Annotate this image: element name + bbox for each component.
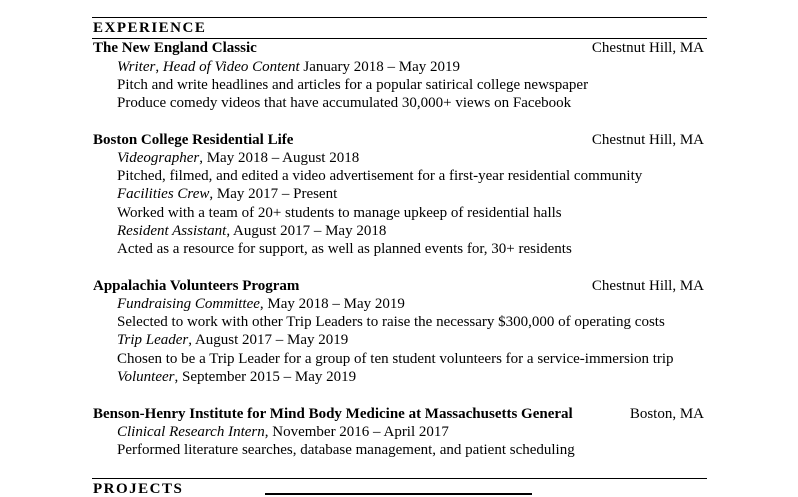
section-heading-projects: PROJECTS — [93, 481, 184, 497]
role-line — [117, 368, 356, 386]
role-dates: January 2018 – May 2019 — [299, 59, 461, 75]
role-dates: , May 2018 – May 2019 — [259, 296, 405, 312]
role-title: Writer — [117, 59, 156, 75]
role-title: Trip Leader — [117, 332, 189, 348]
partial-rule — [265, 493, 532, 495]
role-dates: , August 2017 – May 2019 — [188, 332, 349, 348]
role-title: Volunteer — [117, 369, 175, 385]
projects-rule — [92, 478, 707, 479]
description-line: Acted as a resource for support, as well as planned events for, 30+ residents — [117, 241, 572, 257]
description-line: Selected to work with other Trip Leaders to raise the necessary $300,000 of operating costs — [117, 314, 665, 330]
description-line: Performed literature searches, database management, and patient scheduling — [117, 442, 575, 458]
org-name: The New England Classic — [93, 40, 257, 56]
section-heading-experience: EXPERIENCE — [93, 20, 207, 36]
org-name: Appalachia Volunteers Program — [93, 278, 300, 294]
role-line — [117, 295, 405, 313]
role-line — [117, 58, 460, 76]
role-title: Fundraising Committee — [117, 296, 260, 312]
role-line — [117, 149, 359, 167]
description-line: Pitched, filmed, and edited a video advertisement for a first-year residential community — [117, 168, 643, 184]
description-line: Produce comedy videos that have accumulated 30,000+ views on Facebook — [117, 95, 572, 111]
description-line: Chosen to be a Trip Leader for a group of ten student volunteers for a service-immersion trip — [117, 351, 674, 367]
role-title: Videographer — [117, 150, 200, 166]
top-rule — [92, 17, 707, 18]
org-location: Chestnut Hill, MA — [591, 40, 704, 56]
role-title: Clinical Research Intern — [117, 424, 265, 440]
description-line: Worked with a team of 20+ students to manage upkeep of residential halls — [117, 205, 562, 221]
role-line — [117, 423, 449, 441]
role-line — [117, 185, 337, 203]
org-location: Chestnut Hill, MA — [591, 132, 704, 148]
org-name: Benson-Henry Institute for Mind Body Medicine at Massachusetts General — [93, 406, 573, 422]
role-line — [117, 331, 348, 349]
role-dates: , November 2016 – April 2017 — [264, 424, 449, 440]
role-title: Resident Assistant — [117, 223, 227, 239]
role-title-secondary: Head of Video Content — [162, 59, 300, 75]
role-dates: , May 2018 – August 2018 — [199, 150, 360, 166]
org-name: Boston College Residential Life — [93, 132, 294, 148]
org-location: Chestnut Hill, MA — [591, 278, 704, 294]
role-title: Facilities Crew — [117, 186, 210, 202]
role-dates: , May 2017 – Present — [209, 186, 338, 202]
role-line — [117, 222, 386, 240]
org-location: Boston, MA — [629, 406, 704, 422]
description-line: Pitch and write headlines and articles for a popular satirical college newspaper — [117, 77, 589, 93]
role-dates: , August 2017 – May 2018 — [226, 223, 387, 239]
role-dates: , September 2015 – May 2019 — [174, 369, 357, 385]
role-separator: , — [155, 59, 163, 75]
